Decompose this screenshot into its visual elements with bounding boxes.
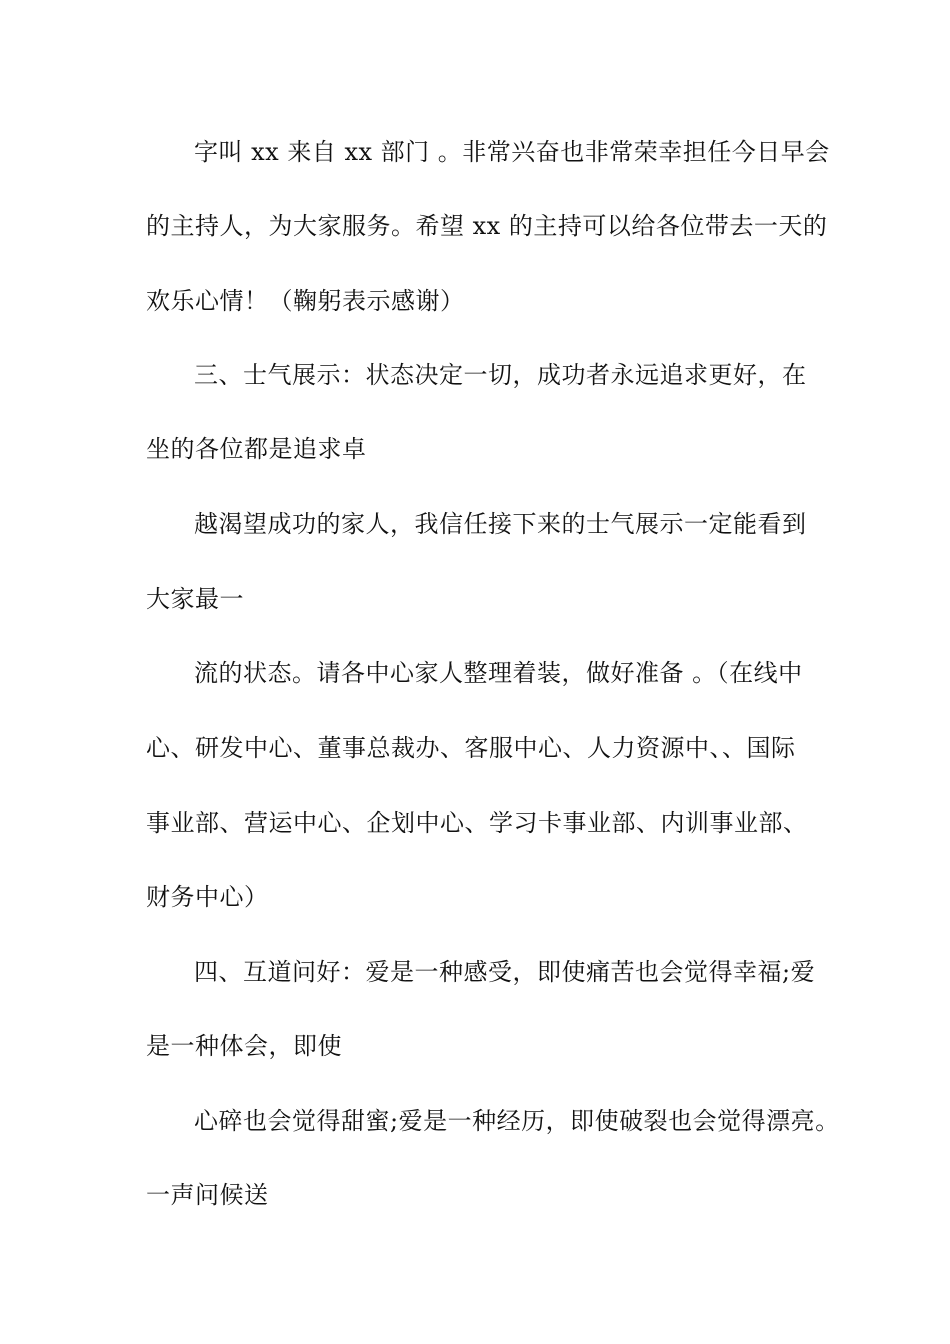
paragraph-line: 坐的各位都是追求卓 [146, 435, 367, 463]
paragraph-line: 一声问候送 [146, 1181, 269, 1209]
paragraph-line: 财务中心） [146, 883, 269, 911]
paragraph-line: 的主持人，为大家服务。希望 xx 的主持可以给各位带去一天的 [146, 212, 828, 240]
section-heading-line: 三、士气展示：状态决定一切，成功者永远追求更好，在 [194, 361, 807, 389]
section-heading-line: 四、互道问好：爱是一种感受，即使痛苦也会觉得幸福;爱 [194, 958, 816, 986]
paragraph-line: 事业部、营运中心、企划中心、学习卡事业部、内训事业部、 [146, 809, 808, 837]
paragraph-line: 欢乐心情！（鞠躬表示感谢） [146, 287, 465, 315]
paragraph-line: 越渴望成功的家人，我信任接下来的士气展示一定能看到 [194, 510, 807, 538]
paragraph-line: 心、研发中心、董事总裁办、客服中心、人力资源中、、国际 [146, 734, 796, 762]
paragraph-line: 心碎也会觉得甜蜜;爱是一种经历，即使破裂也会觉得漂亮。 [194, 1107, 840, 1135]
paragraph-line: 是一种体会，即使 [146, 1032, 342, 1060]
paragraph-line: 流的状态。请各中心家人整理着装，做好准备 。（在线中 [194, 659, 803, 687]
paragraph-line: 大家最一 [146, 585, 244, 613]
paragraph-line: 字叫 xx 来自 xx 部门 。非常兴奋也非常荣幸担任今日早会 [194, 138, 830, 166]
